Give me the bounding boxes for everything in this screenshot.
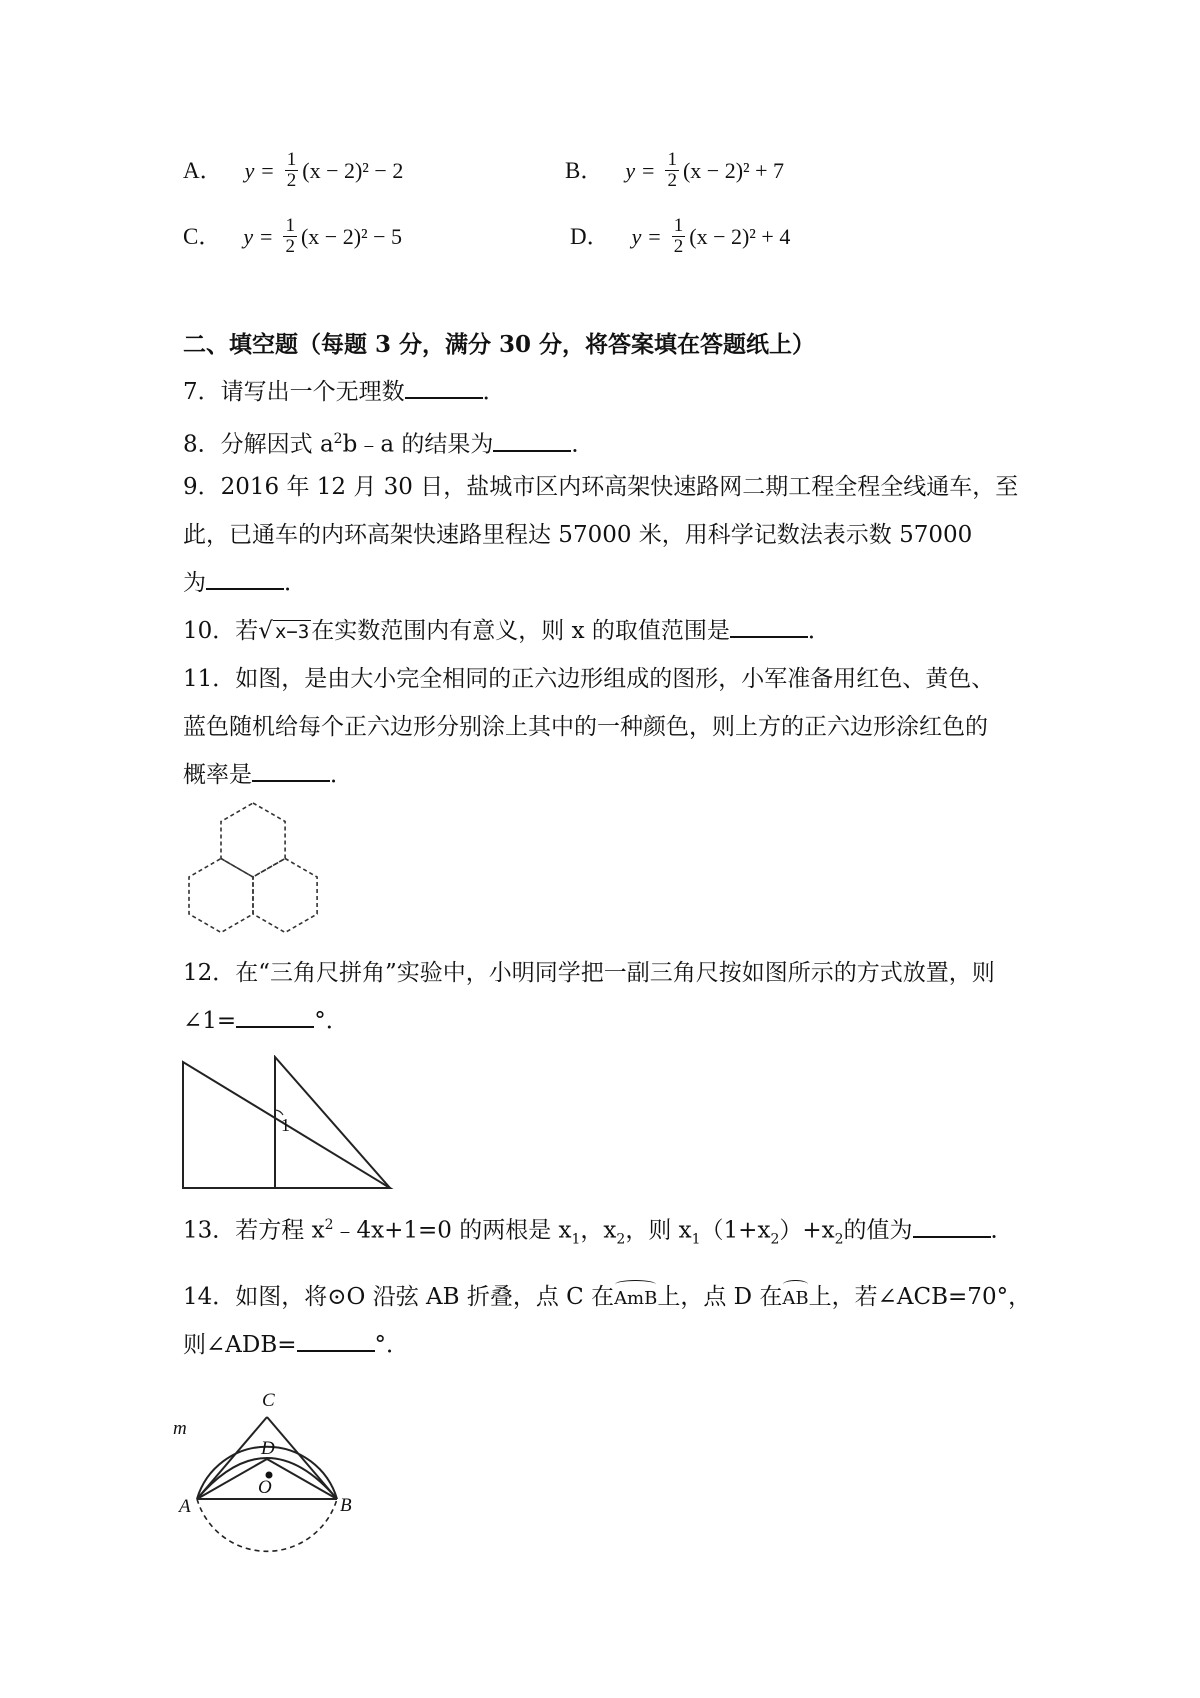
option-a-fraction: $\frac{1}{2}$ [286,149,297,191]
question-7: 7．请写出一个无理数 ． [183,379,506,405]
answer-blank-7[interactable] [405,377,483,399]
option-a-label: A． [183,157,223,183]
circle-fold-figure [170,1372,370,1572]
option-a [183,150,403,191]
answer-blank-8[interactable] [493,430,571,452]
hexagon-bottom-right [253,859,317,933]
question-9-line-1: 9．2016 年 12 月 30 日，盐城市区内环高架快速路网二期工程全程全线通车，至 [183,474,1019,500]
question-9-line-3: 为 ． [183,570,307,596]
segment-ad [197,1459,267,1499]
hexagon-bottom-left [189,859,253,933]
answer-blank-12[interactable] [236,1006,314,1028]
option-c [183,216,402,257]
option-d [570,216,790,257]
hexagon-top [221,803,285,877]
option-a-lhs: y = [244,157,275,183]
section-title: 二、填空题（每题 3 分，满分 30 分，将答案填在答题纸上） [183,331,816,358]
answer-blank-10[interactable] [730,616,808,638]
small-triangle [275,1057,390,1188]
segment-bd [267,1459,337,1499]
circle-lower-arc-dashed [197,1499,337,1551]
question-13: 13．若方程 $x^2﹣4x+1=0$ 的两根是 $x_1$，$x_2$，则 $x_1(1+x_2)+x_2$的值为 ． [183,1217,1014,1248]
option-b-expr: (x − 2)² + 7 [682,157,785,183]
option-c-expr: (x − 2)² − 5 [300,223,403,249]
option-b [565,150,784,191]
label-a: A [179,1496,191,1517]
label-b: B [340,1495,352,1516]
angle-1-label: 1 [281,1115,290,1135]
label-c: C [262,1390,275,1411]
hexagon-figure [180,800,330,940]
question-11-line-3: 概率是 ． [183,762,353,788]
question-11-line-1: 11．如图，是由大小完全相同的正六边形组成的图形，小军准备用红色、黄色、 [183,666,995,692]
label-m: m [173,1418,187,1439]
option-b-label: B． [565,157,604,183]
answer-blank-11[interactable] [252,760,330,782]
question-9-line-2: 此，已通车的内环高架快速路里程达 57000 米，用科学记数法表示数 57000 [183,522,973,548]
label-d: D [261,1438,275,1459]
option-d-label: D． [570,223,610,249]
question-12-line-2: ∠1= °． [183,1008,349,1034]
question-14-line-2: 则∠ADB= °． [183,1332,409,1358]
answer-blank-13[interactable] [913,1216,991,1238]
option-d-expr: (x − 2)² + 4 [689,223,791,249]
option-c-lhs: y = [243,223,274,249]
option-c-label: C． [183,223,222,249]
question-8: 8．分解因式 $a^2b﹣a$ 的结果为 ． [183,431,595,458]
label-o: O [258,1477,272,1498]
arc-ab: AB [782,1284,808,1314]
option-d-fraction: $\frac{1}{2}$ [673,215,684,257]
question-10: 10．若√ x−3在实数范围内有意义，则 x 的取值范围是 ． [183,616,831,647]
answer-blank-14[interactable] [297,1330,375,1352]
arc-amb: AmB [614,1284,657,1314]
option-a-expr: (x − 2)² − 2 [302,157,404,183]
question-14-line-1: 14．如图，将⊙O 沿弦 AB 折叠，点 C 在AmB上，点 D 在AB上，若∠ACB=70°， [183,1282,1031,1314]
option-d-lhs: y = [631,223,662,249]
sqrt-expression: √ x−3 [258,618,310,644]
question-11-line-2: 蓝色随机给每个正六边形分别涂上其中的一种颜色，则上方的正六边形涂红色的 [183,714,988,740]
question-12-line-1: 12．在“三角尺拼角”实验中，小明同学把一副三角尺按如图所示的方式放置，则 [183,960,995,986]
answer-blank-9[interactable] [206,568,284,590]
option-b-lhs: y = [625,157,656,183]
option-c-fraction: $\frac{1}{2}$ [285,215,295,257]
triangle-rulers-figure [180,1055,395,1195]
option-b-fraction: $\frac{1}{2}$ [667,149,677,191]
